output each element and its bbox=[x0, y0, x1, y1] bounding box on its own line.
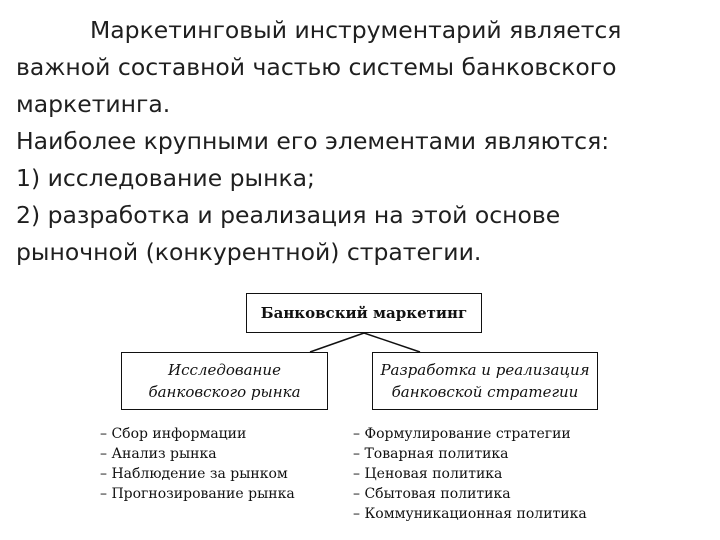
paragraph-line: важной составной частью системы банковского bbox=[16, 53, 617, 81]
paragraph-line: Маркетинговый инструментарий является bbox=[90, 16, 622, 44]
paragraph-line: маркетинга. bbox=[16, 90, 171, 118]
diagram-root-box bbox=[246, 293, 482, 333]
list-item: – Сбытовая политика bbox=[353, 486, 511, 502]
diagram-right-box bbox=[372, 352, 598, 410]
diagram-right-label: Разработка и реализация bbox=[380, 361, 590, 379]
list-item: 2) разработка и реализация на этой основе bbox=[16, 201, 561, 229]
diagram-left-label: банковского рынка bbox=[148, 383, 301, 401]
list-item: 1) исследование рынка; bbox=[16, 164, 315, 192]
paragraph-line: Наиболее крупными его элементами являются: bbox=[16, 127, 610, 155]
connector-line bbox=[364, 333, 420, 352]
diagram-root-label: Банковский маркетинг bbox=[260, 304, 468, 322]
list-item: – Товарная политика bbox=[353, 446, 509, 462]
right-items-list bbox=[353, 424, 587, 524]
list-item: – Прогнозирование рынка bbox=[100, 486, 295, 502]
list-item: – Формулирование стратегии bbox=[353, 426, 571, 442]
list-item: – Сбор информации bbox=[100, 426, 247, 442]
list-item: – Наблюдение за рынком bbox=[100, 466, 288, 482]
list-item: – Коммуникационная политика bbox=[353, 506, 587, 522]
list-item: рыночной (конкурентной) стратегии. bbox=[16, 238, 482, 266]
connector-line bbox=[310, 333, 364, 352]
diagram-left-label: Исследование bbox=[168, 361, 281, 379]
left-items-list bbox=[100, 424, 295, 504]
diagram-left-box bbox=[121, 352, 328, 410]
list-item: – Ценовая политика bbox=[353, 466, 503, 482]
list-item: – Анализ рынка bbox=[100, 446, 217, 462]
diagram-right-label: банковской стратегии bbox=[391, 383, 579, 401]
